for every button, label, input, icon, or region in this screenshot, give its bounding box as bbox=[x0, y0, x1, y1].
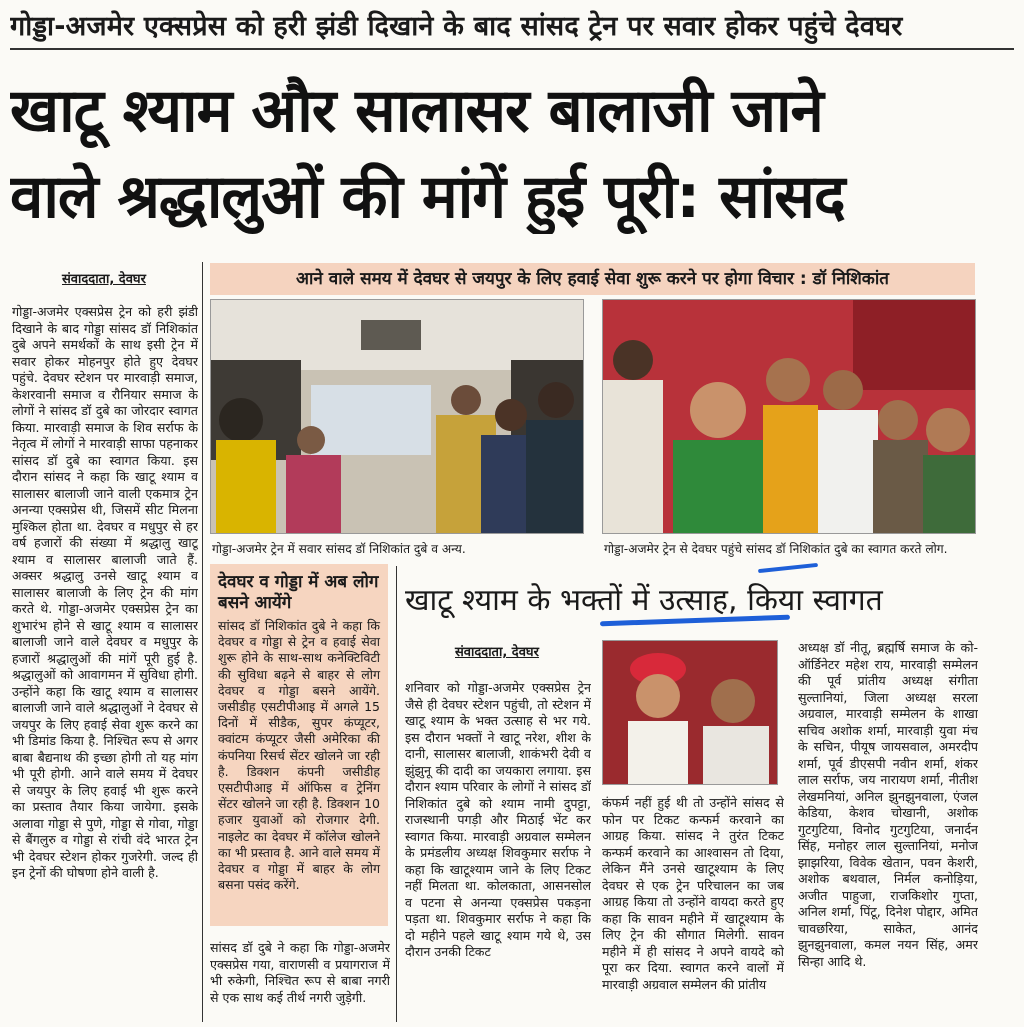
highlight-box-title: देवघर व गोड्डा में अब लोग बसने आयेंगे bbox=[218, 572, 379, 613]
marker-stroke bbox=[758, 563, 818, 573]
column-divider bbox=[396, 566, 397, 1022]
highlight-box bbox=[210, 564, 388, 926]
photo-station-welcome bbox=[602, 299, 976, 534]
photo-train-interior-illustration bbox=[211, 300, 584, 534]
photo-1-caption: गोड्डा-अजमेर ट्रेन में सवार सांसद डॉ निशिकांत दुबे व अन्य. bbox=[212, 542, 466, 556]
divider bbox=[10, 48, 1014, 50]
section-col-3: अध्यक्ष डॉ नीतू, ब्रह्मर्षि समाज के को-ऑर्डिनेटर महेश राय, मारवाड़ी सम्मेलन की पूर्व प्रांतीय अध्यक्ष संगीता सुल्तानियां, जिला अध्यक्ष सरला अग्रवाल, मारवाड़ी सम्मेलन के शाखा सचिव अशोक शर्मा, मारवाड़ी युवा मंच के सचिन, पीयूष जायसवाल, अमरदीप शर्मा, पूर्व डीएसपी नवीन शर्मा, शंकर लाल सर्राफ, जय नारायण शर्मा, नीतीश लेखमनियां, अनिल झुनझुनवाला, एंजल केडिया, केशव चोखानी, अशोक गुटगुटिया, विनोद गुटगुटिया, जनार्दन सिंह, मनोहर लाल सुल्तानियां, मनोज झाझरिया, विवेक खेतान, पवन केशरी, अशोक बथवाल, निर्मल कनोड़िया, अजीत पाहुजा, राजकिशोर गुप्ता, अनिल शर्मा, पिंटू, दिनेश पोद्दार, अमित चावछरिया, साकेत, आनंद झुनझुनवाला, कमल नयन सिंह, अमर सिन्हा आदि थे. bbox=[798, 640, 978, 969]
kicker-headline: गोड्डा-अजमेर एक्सप्रेस को हरी झंडी दिखाने के बाद सांसद ट्रेन पर सवार होकर पहुंचे देवघर bbox=[10, 11, 903, 42]
section-byline: संवाददाता, देवघर bbox=[455, 645, 539, 660]
mid-bottom-text: सांसद डॉ दुबे ने कहा कि गोड्डा-अजमेर एक्सप्रेस गया, वाराणसी व प्रयागराज में भी रुकेगी, निश्चित रूप से बाबा नगरी से एक साथ कई तीर्थ नगरी जुड़ेगी. bbox=[210, 940, 390, 1005]
photo-turban-welcome bbox=[602, 640, 778, 785]
section-heading: खाटू श्याम के भक्तों में उत्साह, किया स्वागत bbox=[405, 583, 883, 618]
section-col-1: शनिवार को गोड्डा-अजमेर एक्सप्रेस ट्रेन जैसे ही देवघर स्टेशन पहुंची, तो स्टेशन में खाटू श्याम के भक्त उत्साह से भर गये. इस दौरान भक्तों ने खाटू नरेश, शीश के दानी, सालासर बालाजी, शाकंभरी देवी व झुंझुनू की दादी का जयकारा लगाया. इस दौरान श्याम परिवार के लोगों ने सांसद डॉ निशिकांत दुबे को श्याम नामी दुपट्टा, राजस्थानी पगड़ी और मिठाई भेंट कर स्वागत किया. मारवाड़ी अग्रवाल सम्मेलन के प्रमंडलीय अध्यक्ष शिवकुमार सर्राफ ने कहा कि खाटूश्याम जाने के लिए टिकट नहीं मिलता था. कोलकाता, आसनसोल व पटना से अनन्या एक्सप्रेस पकड़ना पड़ता था. शिवकुमार सर्राफ ने कहा कि दो महीने पहले खाटू श्याम गये थे, उस दौरान उनकी टिकट bbox=[405, 680, 591, 959]
headline-line-1: खाटू श्याम और सालासर बालाजी जाने bbox=[10, 76, 823, 146]
headline-line-2: वाले श्रद्धालुओं की मांगें हुई पूरी: सांसद bbox=[10, 162, 845, 232]
photo-2-caption: गोड्डा-अजमेर ट्रेन से देवघर पहुंचे सांसद डॉ निशिकांत दुबे का स्वागत करते लोग. bbox=[604, 542, 948, 556]
photo-turban-welcome-illustration bbox=[603, 641, 778, 785]
subheadline-bar: आने वाले समय में देवघर से जयपुर के लिए हवाई सेवा शुरू करने पर होगा विचार : डॉ निशिकांत bbox=[210, 263, 975, 295]
highlight-box-text: सांसद डॉ निशिकांत दुबे ने कहा कि देवघर व गोड्डा से ट्रेन व हवाई सेवा शुरू होने के साथ-साथ कनेक्टिविटी की सुविधा बढ़ने से बाहर से लोग देवघर व गोड्डा बसने आयेंगे. जसीडीह एसटीपीआइ में अगले 15 दिनों में सीडैक, सुपर कंप्यूटर, क्वांटम कंप्यूटर जैसी अमेरिका की कंपनिया रिसर्च सेंटर खोलने जा रही है. डिक्शन कंपनी जसीडीह एसटीपीआइ में ऑफिस व ट्रेनिंग सेंटर खोलने जा रही है. डिक्शन 10 हजार युवाओं को रोजगार देगी. नाइलेट का देवघर में कॉलेज खोलने का भी प्रस्ताव है. आने वाले समय में देवघर व गोड्डा में बाहर के लोग बसना पसंद करेंगे. bbox=[218, 618, 380, 893]
section-col-2: कंफर्म नहीं हुई थी तो उन्होंने सांसद से फोन पर टिकट कन्फर्म करवाने का आग्रह किया. सांसद ने तुरंत टिकट कन्फर्म करवाने का आश्वासन तो दिया, लेकिन मैंने उनसे खाटूश्याम के लिए देवघर से एक ट्रेन परिचालन का जब आग्रह किया तो उन्होंने वायदा करते हुए कहा कि सावन महीने में खाटूश्याम के लिए ट्रेन की सौगात मिलेगी. सावन महीने में ही सांसद ने अपने वायदे को पूरा कर दिया. स्वागत करने वालों में मारवाड़ी अग्रवाल सम्मेलन की प्रांतीय bbox=[602, 795, 784, 992]
byline: संवाददाता, देवघर bbox=[62, 272, 146, 287]
left-column-text: गोड्डा-अजमेर एक्सप्रेस ट्रेन को हरी झंडी दिखाने के बाद गोड्डा सांसद डॉ निशिकांत दुबे अपने समर्थकों के साथ इसी ट्रेन में सवार होकर मोहनपुर होते हुए देवघर पहुंचे. देवघर स्टेशन पर मारवाड़ी समाज, केशरवानी समाज व रौनियार समाज के लोगों ने सांसद डॉ दुबे का जोरदार स्वागत किया. मारवाड़ी समाज के शिव सर्राफ के नेतृत्व में लोगों ने मारवाड़ी साफा पहनाकर सांसद डॉ दुबे का स्वागत किया. इस दौरान सांसद ने कहा कि खाटू श्याम व सालासर बालाजी जाने वाली एकमात्र ट्रेन अनन्या एक्सप्रेस थी, जिसमें सीट मिलना मुश्किल होता था. देवघर व मधुपुर से हर वर्ष हजारों की संख्या में श्रद्धालु खाटू श्याम व सालासर बालाजी जाते हैं. अक्सर श्रद्धालु उनसे खाटू श्याम व सालासर बालाजी के लिए ट्रेन की मांग करते थे. गोड्डा-अजमेर एक्सप्रेस ट्रेन का शुभारंभ होने से खाटू श्याम व सालासर बालाजी जाने वाले देवघर व मधुपुर के हजारों श्रद्धालुओं की मांगें पूरी हुई है. श्रद्धालुओं को आवागमन में सुविधा होगी. उन्होंने कहा कि खाटू श्याम व सालासर बालाजी जाने वाले श्रद्धालुओं ने देवघर से जयपुर के लिए हवाई सेवा शुरू करने का भी डिमांड किया है. निश्चित रूप से अगर बाबा बैद्यनाथ की इच्छा होगी तो यह मांग भी पूरी होगी. आने वाले समय में देवघर से जयपुर के लिए हवाई भी शुरू करने का प्रस्ताव तैयार किया जायेगा. इसके अलावा गोड्डा से पुणे, गोड्डा से गोवा, गोड्डा से बैंगलुरु व गोड्डा से रांची वंदे भारत ट्रेन भी देवघर स्टेशन होकर गुजरेगी. जल्द ही इन ट्रेनों की घोषणा होने वाली है. bbox=[12, 304, 198, 880]
column-divider bbox=[202, 262, 203, 1022]
photo-station-welcome-illustration bbox=[603, 300, 976, 534]
photo-train-interior bbox=[210, 299, 584, 534]
